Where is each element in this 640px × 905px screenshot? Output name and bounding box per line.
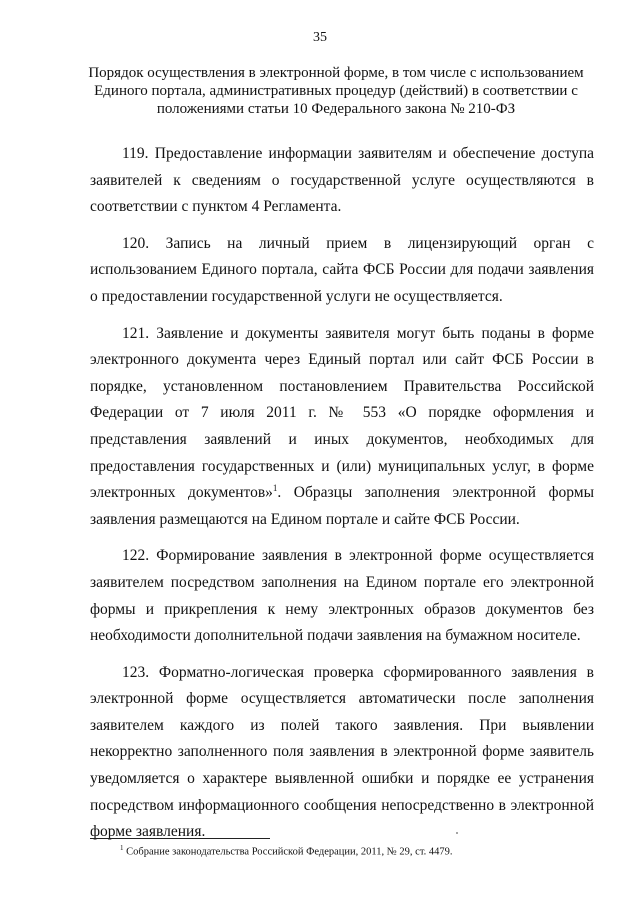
section-heading-line: Единого портала, административных процедур (действий) в соответствии с [94, 83, 578, 99]
paragraph-119: 119. Предоставление информации заявителям и обеспечение доступа заявителей к сведениям о государственной услуге осуществляются в соответствии с пунктом 4 Регламента. [90, 145, 594, 216]
document-body [90, 141, 594, 856]
footnote [120, 844, 453, 858]
paragraph-121-text: 121. Заявление и документы заявителя могут быть поданы в форме электронного документа через Единый портал или сайт ФСБ России в порядке, установленном постановлением Правительства Российской Федерации от 7 июля 2011 г. № 553 «О порядке оформления и представления заявлений и иных документов, необходимых для предоставления государственных и (или) муниципальных услуг, в форме электронных документов» [90, 324, 594, 502]
footnote-reference-mark: 1 [272, 482, 278, 493]
scan-speck [456, 832, 458, 834]
footnote-separator [90, 838, 270, 839]
footnote-text: Собрание законодательства Российской Федерации, 2011, № 29, ст. 4479. [126, 846, 453, 858]
paragraph-121-tail: . Образцы заполнения электронной формы заявления размещаются на Едином портале и сайте ФСБ России. [90, 484, 594, 528]
paragraph-121 [90, 321, 594, 534]
footnote-mark: 1 [120, 844, 124, 852]
section-heading-line: положениями статьи 10 Федерального закона № 210-ФЗ [156, 101, 516, 117]
page-number: 35 [313, 30, 327, 45]
paragraph-122: 122. Формирование заявления в электронной форме осуществляется заявителем посредством заполнения на Едином портале его электронной формы и прикрепления к нему электронных образов документов без необходимости дополнительной подачи заявления на бумажном носителе. [90, 547, 594, 645]
section-heading [82, 64, 590, 118]
paragraph-120: 120. Запись на личный прием в лицензирующий орган с использованием Единого портала, сайта ФСБ России для подачи заявления о предоставлении государственной услуги не осуществляется. [90, 234, 594, 305]
paragraph-123: 123. Форматно-логическая проверка сформированного заявления в электронной форме осуществляется автоматически после заполнения заявителем каждого из полей такого заявления. При выявлении некорректно заполненного поля заявления в электронной форме заявитель уведомляется о характере выявленной ошибки и порядке ее устранения посредством информационного сообщения непосредственно в электронной форме заявления. [90, 663, 594, 841]
section-heading-line: Порядок осуществления в электронной форме, в том числе с использованием [88, 65, 584, 81]
